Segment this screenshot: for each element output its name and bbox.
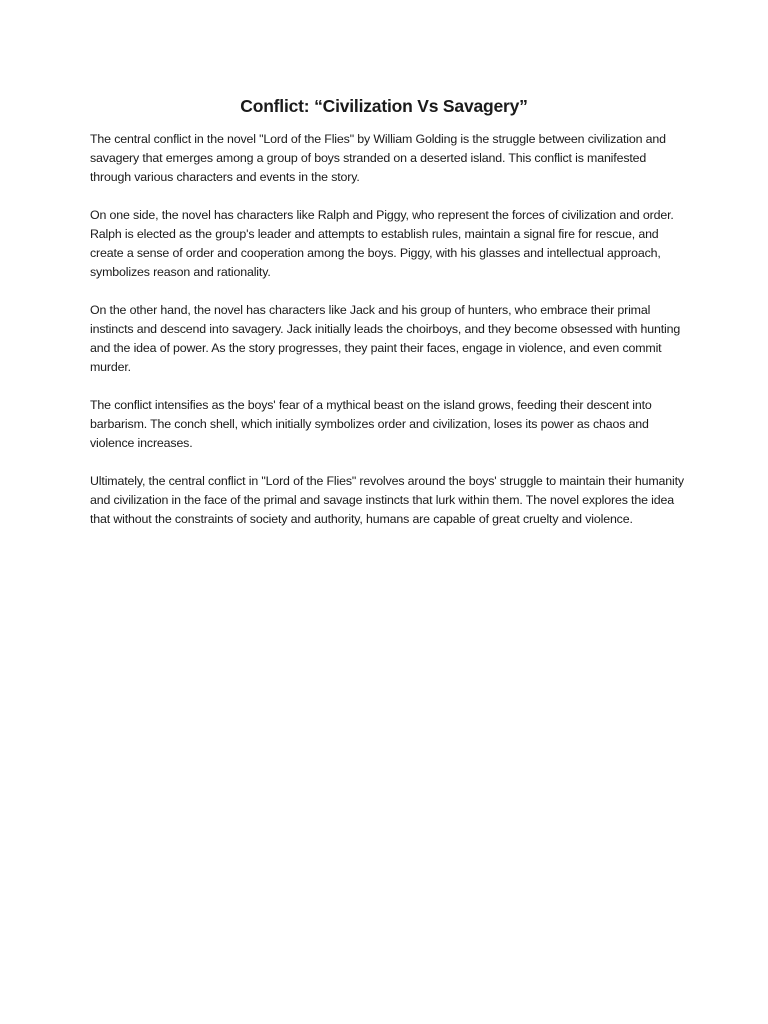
paragraph-1: The central conflict in the novel "Lord of the Flies" by William Golding is the struggle between civilization and savagery that emerges among a group of boys stranded on a deserted island. This conflict is manifested through various characters and events in the story. [90,132,666,184]
document-body [90,130,686,548]
paragraph-4: The conflict intensifies as the boys' fear of a mythical beast on the island grows, feeding their descent into barbarism. The conch shell, which initially symbolizes order and civilization, loses its power as chaos and violence increases. [90,398,652,450]
paragraph-5: Ultimately, the central conflict in "Lord of the Flies" revolves around the boys' struggle to maintain their humanity and civilization in the face of the primal and savage instincts that lurk within them. The novel explores the idea that without the constraints of society and authority, humans are capable of great cruelty and violence. [90,474,684,526]
paragraph-3: On the other hand, the novel has characters like Jack and his group of hunters, who embrace their primal instincts and descend into savagery. Jack initially leads the choirboys, and they become obsessed with hunting and the idea of power. As the story progresses, they paint their faces, engage in violence, and even commit murder. [90,303,681,374]
page-title: Conflict: “Civilization Vs Savagery” [240,96,528,116]
paragraph-2: On one side, the novel has characters like Ralph and Piggy, who represent the forces of civilization and order. Ralph is elected as the group's leader and attempts to establish rules, maintain a signal fire for rescue, and create a sense of order and cooperation among the boys. Piggy, with his glasses and intellectual approach, symbolizes reason and rationality. [90,208,674,279]
